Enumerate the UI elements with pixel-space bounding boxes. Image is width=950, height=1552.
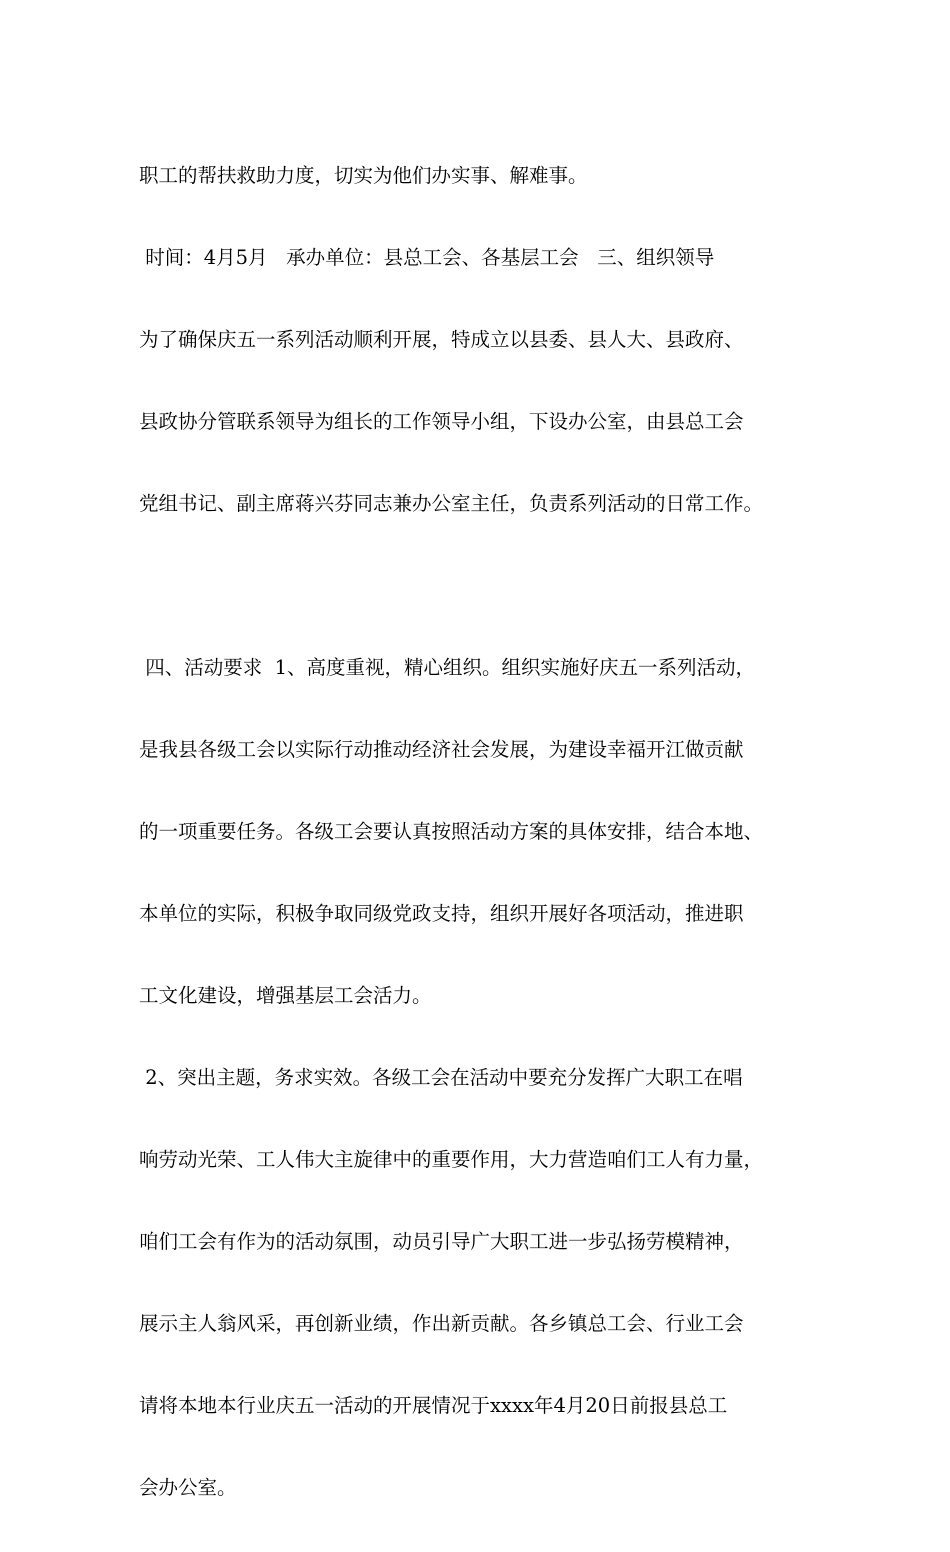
text-line: 党组书记、副主席蒋兴芬同志兼办公室主任，负责系列活动的日常工作。 [139,492,764,515]
text-line: 2、突出主题，务求实效。各级工会在活动中要充分发挥广大职工在唱 [139,1066,743,1089]
text-line: 四、活动要求 1、高度重视，精心组织。组织实施好庆五一系列活动， [139,656,756,679]
text-line: 请将本地本行业庆五一活动的开展情况于xxxx年4月20日前报县总工 [139,1394,728,1417]
text-line: 的一项重要任务。各级工会要认真按照活动方案的具体安排，结合本地、 [139,820,764,843]
text-line: 是我县各级工会以实际行动推动经济社会发展，为建设幸福开江做贡献 [139,738,744,761]
text-line: 为了确保庆五一系列活动顺利开展，特成立以县委、县人大、县政府、 [139,328,744,351]
text-line: 响劳动光荣、工人伟大主旋律中的重要作用，大力营造咱们工人有力量， [139,1148,764,1171]
text-line: 会办公室。 [139,1476,237,1499]
text-line: 工文化建设，增强基层工会活力。 [139,984,432,1007]
body-text [139,112,839,1552]
text-line: 展示主人翁风采，再创新业绩，作出新贡献。各乡镇总工会、行业工会 [139,1312,744,1335]
blank-line [139,568,839,604]
text-line: 咱们工会有作为的活动氛围，动员引导广大职工进一步弘扬劳模精神， [139,1230,744,1253]
text-line: 县政协分管联系领导为组长的工作领导小组，下设办公室，由县总工会 [139,410,744,433]
text-line: 本单位的实际，积极争取同级党政支持，组织开展好各项活动，推进职 [139,902,744,925]
text-line: 职工的帮扶救助力度，切实为他们办实事、解难事。 [139,164,588,187]
text-line: 时间：4月5月 承办单位：县总工会、各基层工会 三、组织领导 [139,246,715,269]
